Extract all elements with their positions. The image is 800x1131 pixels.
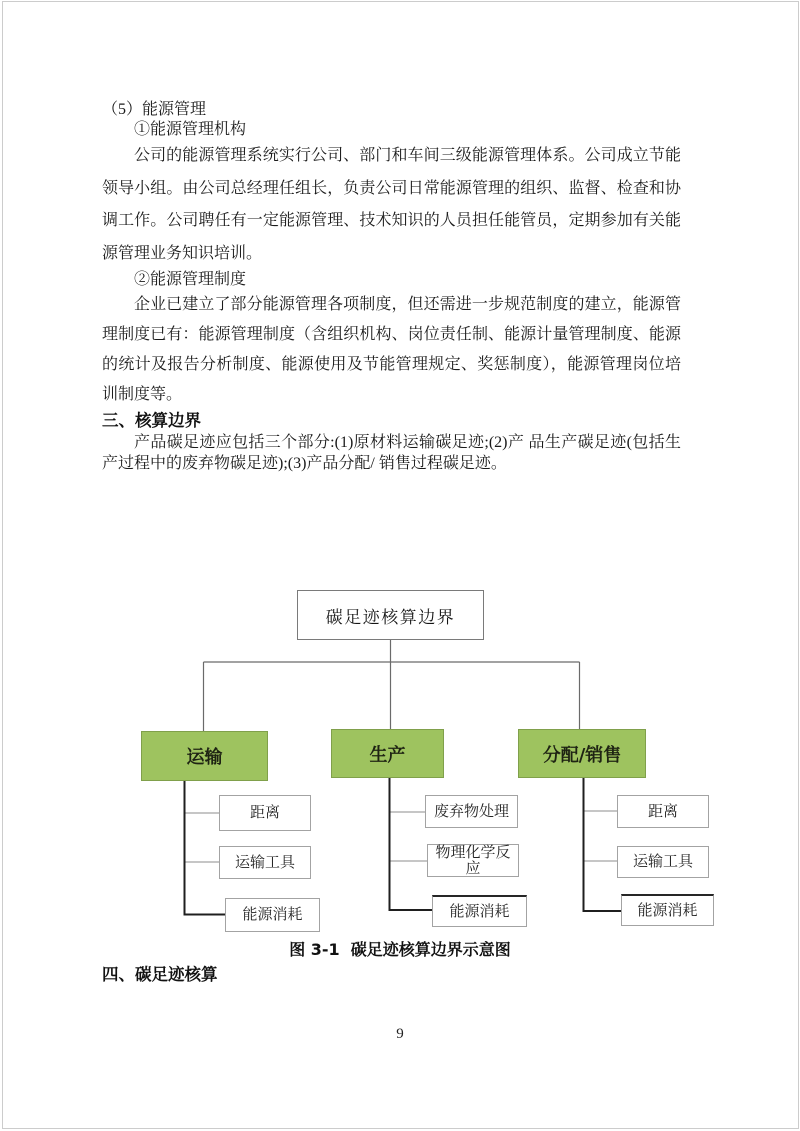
- node-distribution-vehicle: 运输工具: [617, 846, 709, 878]
- figure-caption: 图 3-1 碳足迹核算边界示意图: [289, 940, 511, 959]
- section5-item1-heading: ①能源管理机构: [134, 121, 247, 138]
- node-production: 生产: [331, 729, 444, 778]
- section5-item2-paragraph: 企业已建立了部分能源管理各项制度，但还需进一步规范制度的建立，能源管理制度已有：能源管理制度（含组织机构、岗位责任制、能源计量管理制度、能源的统计及报告分析制度、能源使用及节能管理规定、奖惩制度），能源管理岗位培训制度等。: [102, 296, 681, 404]
- section5-heading: （5）能源管理: [102, 101, 207, 118]
- node-distribution-energy: 能源消耗: [621, 894, 714, 926]
- body-text: [102, 0, 681, 474]
- node-distribution-distance: 距离: [617, 795, 709, 828]
- node-production-energy: 能源消耗: [432, 895, 527, 927]
- page-number: 9: [396, 1026, 404, 1042]
- section3-paragraph: 产品碳足迹应包括三个部分:(1)原材料运输碳足迹;(2)产 品生产碳足迹(包括生产过程中的废弃物碳足迹);(3)产品分配/ 销售过程碳足迹。: [102, 434, 681, 473]
- node-transport: 运输: [141, 731, 268, 781]
- node-production-physchem-reaction: 物理化学反应: [427, 844, 519, 877]
- section4-heading: 四、碳足迹核算: [102, 965, 218, 984]
- node-distribution-sales: 分配/销售: [518, 729, 646, 778]
- node-transport-distance: 距离: [219, 795, 311, 831]
- node-root-boundary: 碳足迹核算边界: [297, 590, 484, 640]
- node-transport-energy: 能源消耗: [225, 898, 320, 932]
- section5-item1-paragraph: 公司的能源管理系统实行公司、部门和车间三级能源管理体系。公司成立节能领导小组。由公司总经理任组长，负责公司日常能源管理的组织、监督、检查和协调工作。公司聘任有一定能源管理、技术知识的人员担任能管员，定期参加有关能源管理业务知识培训。: [102, 147, 681, 262]
- section5-item2-heading: ②能源管理制度: [134, 271, 247, 289]
- node-production-waste-treatment: 废弃物处理: [425, 795, 518, 828]
- section3-heading: 三、核算边界: [102, 411, 201, 431]
- node-transport-vehicle: 运输工具: [219, 846, 311, 879]
